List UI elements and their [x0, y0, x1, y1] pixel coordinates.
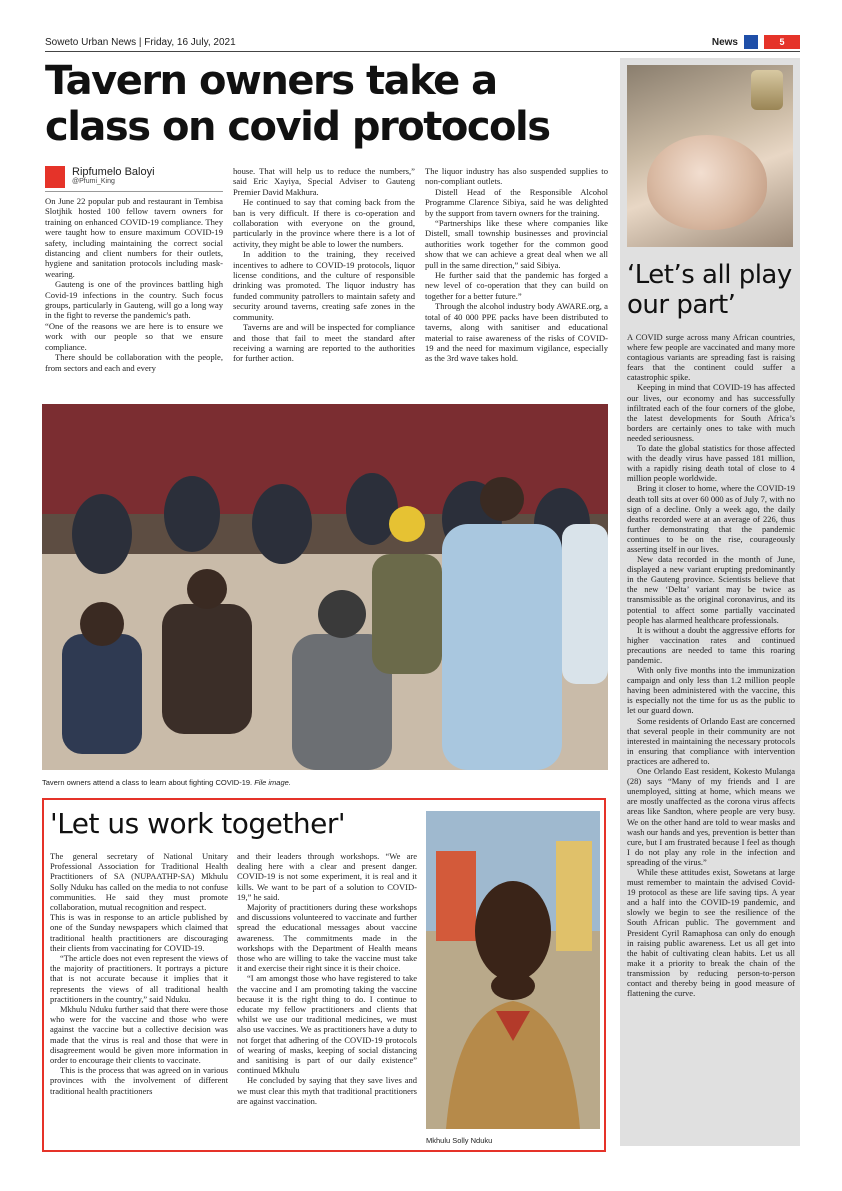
paragraph: Taverns are and will be inspected for compliance and those that fail to meet the standard after receiving a warning are reported to the authorities for further action.: [233, 322, 415, 364]
tavern-class-photo: [42, 404, 608, 770]
crowd-illustration: [42, 404, 608, 770]
main-headline: Tavern owners take a class on covid protocols: [45, 58, 550, 150]
paragraph: The general secretary of National Unitary Professional Association for Traditional Health Practitioners of SA (NUPAATHP-SA) Mkhulu Solly Nduku has called on the media to not confuse communities. He said they must promote collaboration, mutual recognition and respect.: [50, 851, 228, 913]
paragraph: To date the global statistics for those affected with the deadly virus have passed 181 million, with a rapidly rising death total of close to 4 million people worldwide.: [627, 443, 795, 484]
paragraph: It is without a doubt the aggressive efforts for higher vaccination rates and continued precautions are needed to tame this roaring pandemic.: [627, 624, 795, 665]
section-label: News: [711, 36, 738, 48]
paragraph: This is was in response to an article published by one of the Sunday newspapers which claimed that traditional health practitioners are discouraging their clients from vaccinating for COVID-19.: [50, 912, 228, 953]
paragraph: “Partnerships like these where companies like Distell, small township businesses and provincial authorities work together for the common good show that we can achieve a great deal when we all pull in the same direction,” said Sibiya.: [425, 218, 608, 270]
paragraph: Majority of practitioners during these workshops and discussions volunteered to vaccinate and further spread the educational messages about vaccine awareness. The commitments made in the workshops with the Department of Health means those who are willing to take the vaccine must take it and exercise their right since it is their choice.: [237, 902, 417, 974]
publication-dateline: Soweto Urban News | Friday, 16 July, 2021: [45, 37, 236, 48]
paragraph: He concluded by saying that they save lives and we must clear this myth that traditional practitioners are against vaccination.: [237, 1075, 417, 1106]
tap-illustration: [751, 70, 783, 110]
portrait-caption: Mkhulu Solly Nduku: [426, 1136, 493, 1145]
paragraph: With only five months into the immunization campaign and only less than 1.2 million people having been administered with the vaccine, this is especially not the time for us as the public to let our guard down.: [627, 665, 795, 716]
paragraph: Keeping in mind that COVID-19 has affected our lives, our economy and has successfully infiltrated each of the four corners of the globe, the latest developments for South Africa’s borders are certainly ones to take with much needed seriousness.: [627, 382, 795, 443]
byline-marker: [45, 166, 65, 188]
page-number: 5: [764, 35, 800, 49]
author-name: Ripfumelo Baloyi: [72, 166, 155, 178]
paragraph: “I am amongst those who have registered to take the vaccine and I am promoting taking the vaccine because it is the right thing to do. I continue to educate my fellow practitioners and clients that whilst we use our traditional medicines, we must also use vaccines. We as practitioners have a duty to not forget that adhering of the COVID-19 protocols of wearing of masks, keeping of social distancing and sanitising is part of our daily existence” continued Mkhulu: [237, 973, 417, 1076]
boxed-story-column-1: [50, 851, 228, 1145]
paragraph: While these attitudes exist, Sowetans at large must remember to maintain the advised Covid-19 protocol as these are life saving tips. A year and a half into the COVID-19 pandemic, and slowly we begin to see the resilience of the South African public. The government and President Cyril Ramaphosa can only do enough in raising public awareness. Let us all get into the habit of cultivating clean habits. Let us all make it a priority to break the chain of the transmission by reducing person-to-person contact and thereby being in good measure of flattening the curve.: [627, 866, 795, 999]
portrait-illustration: [426, 811, 600, 1129]
paragraph: He continued to say that coming back from the ban is very difficult. If there is co-operation and collaboration with everyone on the ground, particularly in the province where there is a lot of activity, they might be able to lower the numbers.: [233, 197, 415, 249]
paragraph: Some residents of Orlando East are concerned that several people in their community are not interested in maintaining the necessary protocols in ensuring that compliance with intervention practices are adhered to.: [627, 715, 795, 766]
handwashing-photo: [627, 65, 793, 247]
paragraph: Mkhulu Nduku further said that there were those who were for the vaccine and those who were against the vaccine but a collective decision was made that the virus is real and those that were in disagreement would be given more information in order to encourage their clients to vaccinate.: [50, 1004, 228, 1066]
boxed-story-headline: 'Let us work together': [50, 807, 346, 840]
paragraph: “One of the reasons we are here is to ensure we work with our people so that we ensure compliance.: [45, 320, 223, 352]
section-header: [712, 35, 800, 49]
paragraph: Bring it closer to home, where the COVID-19 death toll sits at over 60 000 as of July 7, with no sign of a decline. Only a week ago, the daily deaths recorded were at an average of 226, thus further demonstrating that the pandemic continues to be on the rise, courageously asserting itself in our lives.: [627, 483, 795, 554]
main-story-column-2: [233, 166, 415, 396]
paragraph: “The article does not even represent the views of the majority of practitioners. It portrays a picture that is not accurate because it implies that it represents the views of all traditional health practitioners in the country,” said Nduku.: [50, 953, 228, 1004]
main-story-column-3: [425, 166, 608, 396]
paragraph: On June 22 popular pub and restaurant in Tembisa Slotjhik hosted 100 fellow tavern owners for training on enhanced COVID-19 compliance. They were taught how to ensure maximum COVID-19 safety, including maintaining the correct social distancing and client numbers for their outlets, hygiene and sanitation protocols including mask-wearing.: [45, 196, 223, 279]
paragraph: Through the alcohol industry body AWARE.org, a total of 40 000 PPE packs have been distributed to taverns, along with sanitiser and educational material to raise awareness of the risks of COVID-19 and the need for maximum vigilance, especially as the 3rd wave takes hold.: [425, 301, 608, 364]
paragraph: In addition to the training, they received incentives to adhere to COVID-19 protocols, liquor license conditions, and the culture of responsible drinking was promoted. The liquor industry has funded community patrollers to maintain safety and security around taverns, creating safe zones in the community.: [233, 249, 415, 322]
paragraph: One Orlando East resident, Kokesto Mulanga (28) says “Many of my friends and I are unemployed, sitting at home, which means we are mostly unaffected as the corona virus affects areas like Sandton, where people are very busy. We on the other hand are told to wear masks and wash our hands and yes, prevention is better than cure, but I am frustrated because I feel as though I do not play any role in the infection and spreading of the virus.”: [627, 766, 795, 867]
hands-soap-illustration: [647, 135, 767, 230]
section-color-block: [744, 35, 758, 49]
caption-credit: File image.: [254, 778, 291, 787]
paragraph: The liquor industry has also suspended supplies to non-compliant outlets.: [425, 166, 608, 187]
paragraph: and their leaders through workshops. “We are dealing here with a clear and present danger. COVID-19 is not some experiment, it is real and it kills. We want to be part of a solution to COVID-19,” he said.: [237, 851, 417, 902]
boxed-story-column-2: [237, 851, 417, 1145]
caption-text: Tavern owners attend a class to learn about fighting COVID-19.: [42, 778, 253, 787]
paragraph: Gauteng is one of the provinces battling high Covid-19 infections in the country. Such focus groups, particularly in Gauteng, will go a long way in the fight to reverse the pandemic's path.: [45, 279, 223, 321]
paragraph: house. That will help us to reduce the numbers,” said Eric Xayiya, Special Adviser to Gauteng Premier David Makhura.: [233, 166, 415, 197]
main-story-column-1: [45, 196, 223, 396]
photo-caption: [42, 778, 291, 787]
paragraph: A COVID surge across many African countries, where few people are vaccinated and many more contagious variants are spreading fast is raising fears that the continent could suffer a catastrophic spike.: [627, 332, 795, 383]
author-handle: @Pfumi_King: [72, 178, 115, 185]
sidebar-headline: ‘Let’s all play our part’: [627, 260, 792, 320]
header-rule: [45, 51, 800, 52]
byline: [45, 166, 223, 188]
paragraph: He further said that the pandemic has forged a new level of co-operation that they can build on together for a better future.”: [425, 270, 608, 301]
sidebar-story: [627, 332, 795, 1144]
paragraph: This is the process that was agreed on in various provinces with the involvement of different traditional health practitioners: [50, 1065, 228, 1096]
paragraph: There should be collaboration with the people, from sectors and each and every: [45, 352, 223, 373]
paragraph: Distell Head of the Responsible Alcohol Programme Clarence Sibiya, said he was delighted by the support from tavern owners for the training.: [425, 186, 608, 218]
byline-rule: [45, 191, 223, 192]
portrait-photo: [426, 811, 600, 1129]
paragraph: New data recorded in the month of June, displayed a new variant erupting predominantly in the Gauteng province. Scientists believe that the new ‘Delta’ variant may be twice as transmissible as the original coronavirus, and its potential to affect some partially vaccinated people has alarmed healthcare professionals.: [627, 554, 795, 625]
